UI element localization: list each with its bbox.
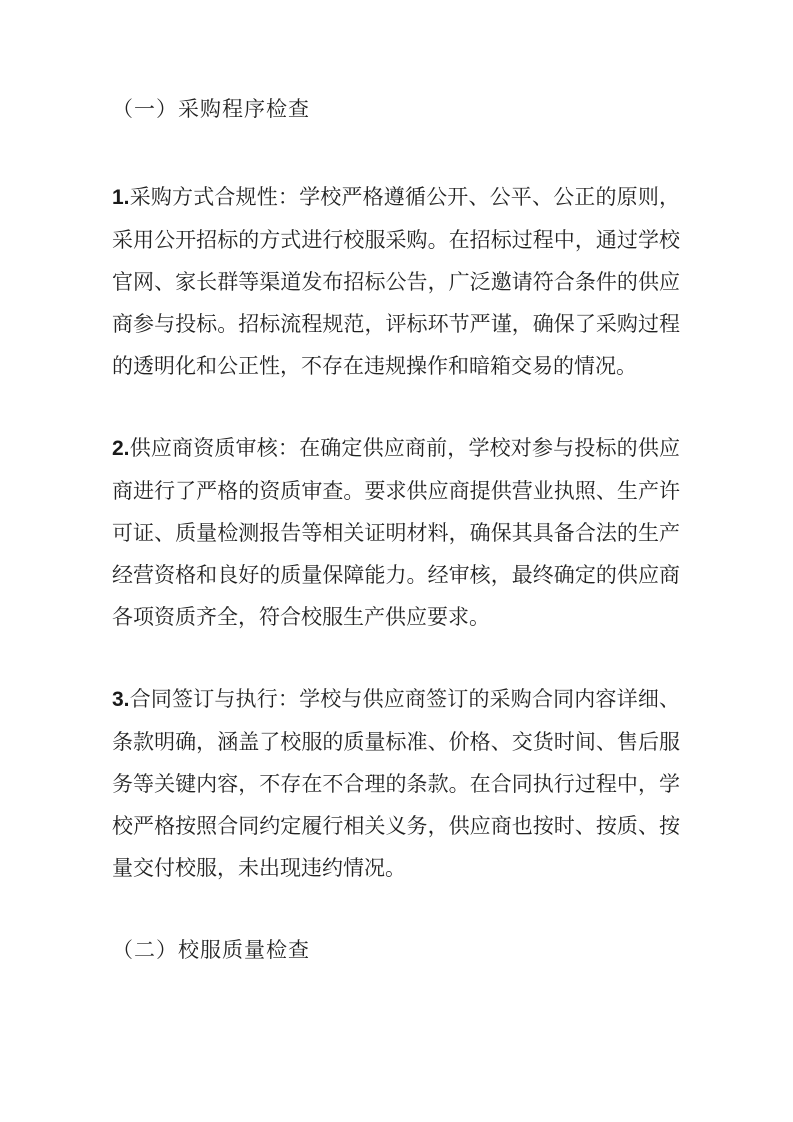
list-number-1: 1. bbox=[112, 186, 130, 209]
paragraph-procurement-compliance bbox=[112, 176, 680, 387]
list-number-3: 3. bbox=[112, 688, 130, 711]
list-number-2: 2. bbox=[112, 437, 130, 460]
paragraph-supplier-qualification bbox=[112, 427, 680, 638]
paragraph-contract-execution-text: 合同签订与执行：学校与供应商签订的采购合同内容详细、条款明确，涵盖了校服的质量标准、价格、交货时间、售后服务等关键内容，不存在不合理的条款。在合同执行过程中，学校严格按照合同约定履行相关义务，供应商也按时、按质、按量交付校服，未出现违约情况。 bbox=[112, 687, 680, 880]
paragraph-procurement-compliance-text: 采购方式合规性：学校严格遵循公开、公平、公正的原则，采用公开招标的方式进行校服采购。在招标过程中，通过学校官网、家长群等渠道发布招标公告，广泛邀请符合条件的供应商参与投标。招标流程规范，评标环节严谨，确保了采购过程的透明化和公正性，不存在违规操作和暗箱交易的情况。 bbox=[112, 185, 680, 378]
paragraph-contract-execution bbox=[112, 678, 680, 889]
section-heading-procurement-procedure: （一）采购程序检查 bbox=[112, 97, 310, 121]
paragraph-supplier-qualification-text: 供应商资质审核：在确定供应商前，学校对参与投标的供应商进行了严格的资质审查。要求供应商提供营业执照、生产许可证、质量检测报告等相关证明材料，确保其具备合法的生产经营资格和良好的质量保障能力。经审核，最终确定的供应商各项资质齐全，符合校服生产供应要求。 bbox=[112, 436, 680, 629]
section-heading-uniform-quality: （二）校服质量检查 bbox=[112, 938, 310, 962]
